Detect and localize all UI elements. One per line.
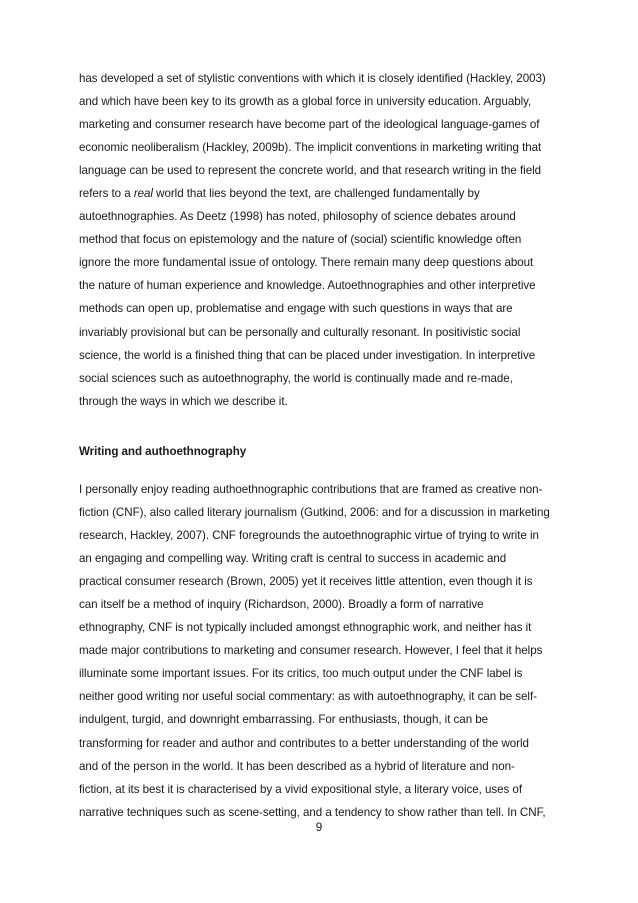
text-line: practical consumer research (Brown, 2005) yet it receives little attention, even though it is	[79, 575, 533, 589]
text-line: made major contributions to marketing and consumer research. However, I feel that it helps	[79, 644, 543, 658]
text-line: transforming for reader and author and contributes to a better understanding of the world	[79, 736, 529, 750]
text-line: I personally enjoy reading authoethnographic contributions that are framed as creative non-	[79, 483, 543, 496]
text-line: research, Hackley, 2007). CNF foregrounds the autoethnographic virtue of trying to write in	[79, 529, 539, 543]
text-line: social sciences such as autoethnography, the world is continually made and re-made,	[79, 371, 513, 385]
text-line: ethnography, CNF is not typically included amongst ethnographic work, and neither has it	[79, 621, 532, 635]
text-line: economic neoliberalism (Hackley, 2009b). The implicit conventions in marketing writing that	[79, 141, 542, 155]
text-line: fiction (CNF), also called literary journalism (Gutkind, 2006: and for a discussion in marketing	[79, 506, 550, 520]
page-number: 9	[315, 821, 323, 834]
text-line: and of the person in the world. It has been described as a hybrid of literature and non-	[79, 759, 515, 773]
body-paragraph-2	[79, 478, 564, 824]
text-line: neither good writing nor useful social commentary: as with autoethnography, it can be self-	[79, 690, 537, 704]
section-heading: Writing and authoethnography	[79, 445, 247, 458]
text-line: illuminate some important issues. For its critics, too much output under the CNF label is	[79, 667, 523, 681]
text-line: an engaging and compelling way. Writing craft is central to success in academic and	[79, 552, 507, 566]
text-line	[79, 182, 564, 205]
body-paragraph-1	[79, 67, 564, 413]
text-line: through the ways in which we describe it.	[79, 394, 288, 408]
text-line: ignore the more fundamental issue of ontology. There remain many deep questions about	[79, 256, 534, 270]
text-line: marketing and consumer research have become part of the ideological language-games of	[79, 118, 540, 132]
text-line: method that focus on epistemology and the nature of (social) scientific knowledge often	[79, 233, 522, 247]
text-line: invariably provisional but can be personally and culturally resonant. In positivistic social	[79, 325, 521, 339]
text-line: has developed a set of stylistic conventions with which it is closely identified (Hackley, 2003)	[79, 72, 546, 85]
text-line: fiction, at its best it is characterised by a vivid expositional style, a literary voice, uses of	[79, 782, 522, 796]
section-heading-block	[79, 440, 564, 463]
text-line-end: world that lies beyond the text, are challenged fundamentally by	[152, 187, 480, 201]
italic-word: real	[133, 187, 153, 201]
text-line: science, the world is a finished thing that can be placed under investigation. In interpretive	[79, 348, 536, 362]
text-line: the nature of human experience and knowledge. Autoethnographies and other interpretive	[79, 279, 536, 293]
text-line: can itself be a method of inquiry (Richardson, 2000). Broadly a form of narrative	[79, 598, 484, 612]
text-line: autoethnographies. As Deetz (1998) has noted, philosophy of science debates around	[79, 210, 516, 224]
text-line: narrative techniques such as scene-setting, and a tendency to show rather than tell. In CNF,	[79, 805, 546, 819]
text-line-start: refers to a	[79, 187, 134, 201]
text-line: and which have been key to its growth as a global force in university education. Arguably,	[79, 95, 532, 109]
text-line: indulgent, turgid, and downright embarrassing. For enthusiasts, though, it can be	[79, 713, 489, 727]
text-line: language can be used to represent the concrete world, and that research writing in the field	[79, 164, 542, 178]
text-line: methods can open up, problematise and engage with such questions in ways that are	[79, 302, 513, 316]
